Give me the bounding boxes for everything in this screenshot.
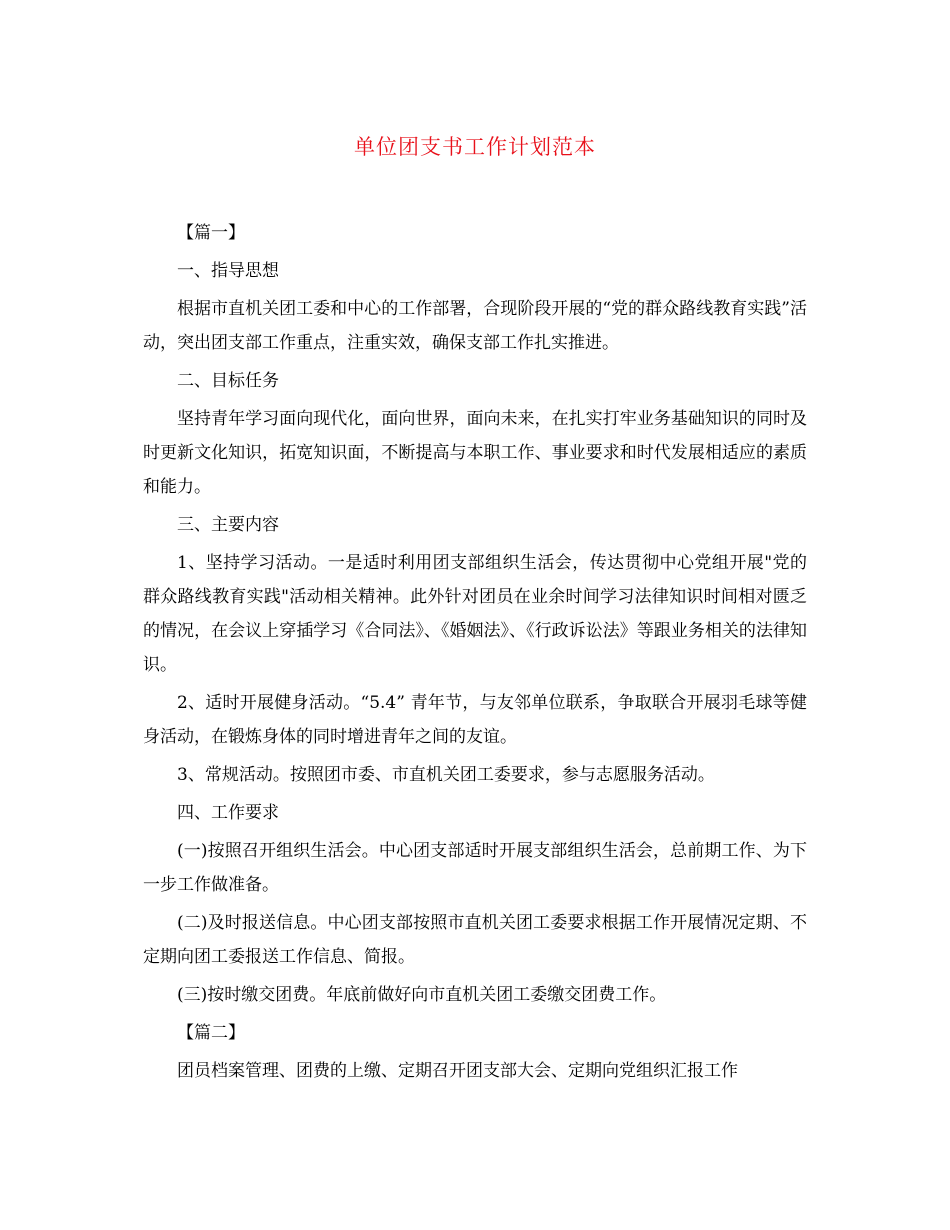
paragraph-guiding-ideology: 根据市直机关团工委和中心的工作部署，合现阶段开展的“党的群众路线教育实践”活动，突出团支部工作重点，注重实效，确保支部工作扎实推进。 xyxy=(143,299,807,353)
paragraph-fitness-activities: 2、适时开展健身活动。“5.4” 青年节，与友邻单位联系，争取联合开展羽毛球等健身活动，在锻炼身体的同时增进青年之间的友谊。 xyxy=(143,693,807,747)
paragraph-main-content-heading: 三、主要内容 xyxy=(177,515,279,535)
paragraph-section-two-heading: 【篇二】 xyxy=(177,1023,245,1043)
paragraph-requirement-three: (三)按时缴交团费。年底前做好向市直机关团工委缴交团费工作。 xyxy=(177,985,667,1005)
paragraph-requirement-two: (二)及时报送信息。中心团支部按照市直机关团工委要求根据工作开展情况定期、不定期向团工委报送工作信息、简报。 xyxy=(143,913,807,967)
paragraph-section-one-heading: 【篇一】 xyxy=(177,223,245,243)
paragraph-goals-heading: 二、目标任务 xyxy=(177,371,279,391)
paragraph-goals: 坚持青年学习面向现代化，面向世界，面向未来，在扎实打牢业务基础知识的同时及时更新文化知识，拓宽知识面，不断提高与本职工作、事业要求和时代发展相适应的素质和能力。 xyxy=(143,409,807,497)
paragraph-work-requirements-heading: 四、工作要求 xyxy=(177,803,279,823)
paragraph-section-two-text: 团员档案管理、团费的上缴、定期召开团支部大会、定期向党组织汇报工作 xyxy=(177,1061,738,1081)
paragraph-guiding-ideology-heading: 一、指导思想 xyxy=(177,261,279,281)
paragraph-requirement-one: (一)按照召开组织生活会。中心团支部适时开展支部组织生活会，总前期工作、为下一步工作做准备。 xyxy=(143,841,807,895)
document-title: 单位团支书工作计划范本 xyxy=(354,135,596,159)
paragraph-study-activities: 1、坚持学习活动。一是适时利用团支部组织生活会，传达贯彻中心党组开展"党的群众路线教育实践"活动相关精神。此外针对团员在业余时间学习法律知识时间相对匮乏的情况，在会议上穿插学习《合同法》、《婚姻法》、《行政诉讼法》等跟业务相关的法律知识。 xyxy=(143,553,807,675)
document-body xyxy=(143,216,807,1092)
paragraph-routine-activities: 3、常规活动。按照团市委、市直机关团工委要求，参与志愿服务活动。 xyxy=(177,765,715,785)
